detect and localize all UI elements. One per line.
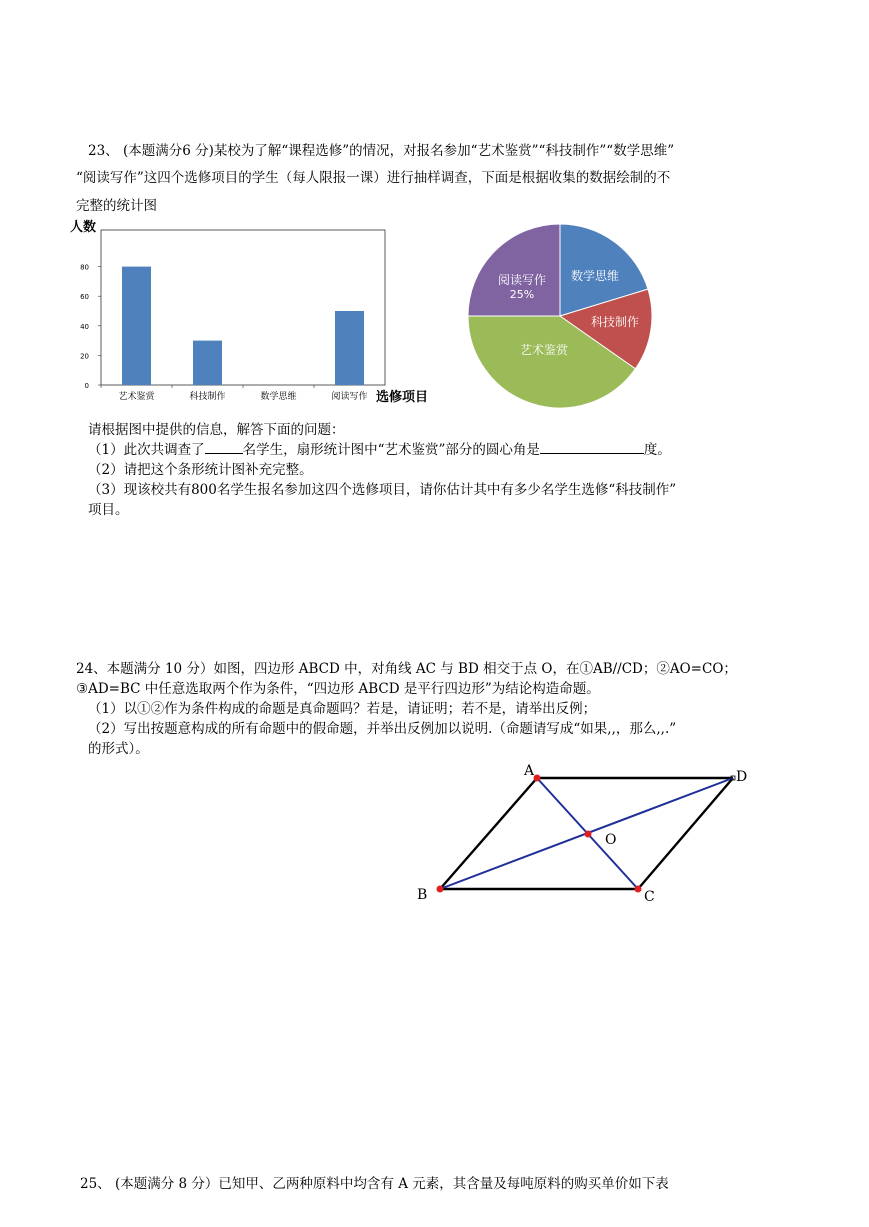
vertex-point — [585, 831, 592, 838]
vertex-point — [635, 886, 642, 893]
parallelogram-figure — [400, 755, 770, 915]
label-D: D — [736, 769, 748, 785]
pie-slice-label: 艺术鉴赏 — [519, 343, 569, 357]
q23-line-3: 完整的统计图 — [76, 198, 157, 214]
bar-2 — [193, 341, 222, 385]
q23-prompt: 请根据图中提供的信息，解答下面的问题： — [88, 422, 345, 438]
q23-line-1: 23、 (本题满分6 分)某校为了解“课程选修”的情况，对报名参加“艺术鉴赏”“科技制作”“数学思维” — [88, 143, 675, 159]
label-A: A — [524, 763, 535, 779]
q23-sub-1-part-c: 度。 — [643, 442, 671, 458]
bar-chart-ylabel: 人数 — [70, 220, 97, 235]
pie-slice-label: 数学思维 — [570, 269, 620, 283]
bar-chart-xlabel: 选修项目 — [376, 390, 429, 405]
bar-chart-ytick-label: 80 — [80, 263, 89, 272]
q23-sub-1-part-b: 名学生，扇形统计图中“艺术鉴赏”部分的圆心角是 — [242, 442, 540, 458]
vertex-point — [534, 775, 541, 782]
q23-sub-1-part-a: （1）此次共调查了 — [88, 442, 205, 458]
bar-chart-xtick-label: 科技制作 — [189, 392, 226, 402]
side-BA — [440, 778, 537, 889]
pie-slice-4 — [468, 224, 560, 316]
vertex-point — [437, 886, 444, 893]
q23-sub-2: （2）请把这个条形统计图补充完整。 — [88, 462, 313, 478]
q24-sub-2-line-2: 的形式）。 — [88, 741, 149, 757]
bar-chart-ytick-label: 20 — [80, 352, 89, 361]
q23-line-2: “阅读写作”这四个选修项目的学生（每人限报一课）进行抽样调查，下面是根据收集的数据绘制的不 — [76, 170, 671, 186]
bar-chart-ytick-label: 40 — [80, 322, 89, 331]
side-DC — [638, 778, 733, 889]
bar-chart-xtick-label: 艺术鉴赏 — [118, 392, 155, 402]
q23-sub-3-line-1: （3）现该校共有800名学生报名参加这四个选修项目，请你估计其中有多少名学生选修“科技制作” — [88, 482, 677, 498]
q23-sub-3-line-2: 项目。 — [88, 502, 129, 518]
pie-chart — [462, 222, 662, 412]
bar-4 — [335, 311, 364, 385]
q24-sub-1: （1）以①②作为条件构成的命题是真命题吗？若是，请证明；若不是，请举出反例； — [88, 701, 597, 717]
q24-sub-2: （2）写出按题意构成的所有命题中的假命题，并举出反例加以说明.（命题请写成“如果,,，那么,,.” — [88, 721, 677, 737]
answer-blank-students[interactable] — [205, 441, 243, 454]
pie-slice-label: 阅读写作 — [497, 273, 547, 287]
bar-chart-xtick-label: 阅读写作 — [331, 392, 368, 402]
bar-chart-ytick-label: 0 — [84, 382, 89, 390]
q23-sub-1 — [88, 438, 671, 458]
label-C: C — [644, 889, 655, 905]
bar-1 — [122, 267, 151, 385]
label-B: B — [417, 887, 428, 903]
bar-chart — [66, 216, 446, 406]
q25-line-1: 25、 (本题满分 8 分）已知甲、乙两种原料中均含有 A 元素，其含量及每吨原料的购买单价如下表 — [80, 1176, 669, 1192]
pie-slice-label: 科技制作 — [590, 315, 640, 329]
q24-line-2: ③AD=BC 中任意选取两个作为条件，“四边形 ABCD 是平行四边形”为结论构造命题。 — [76, 681, 600, 697]
bar-chart-ytick-label: 60 — [80, 293, 89, 302]
q24-line-1: 24、本题满分 10 分）如图，四边形 ABCD 中，对角线 AC 与 BD 相交于点 O，在①AB//CD；②AO=CO； — [76, 661, 737, 677]
answer-blank-angle[interactable] — [540, 441, 644, 454]
label-O: O — [605, 832, 617, 848]
pie-slice-value: 25% — [509, 288, 535, 301]
bar-chart-xtick-label: 数学思维 — [260, 392, 297, 402]
